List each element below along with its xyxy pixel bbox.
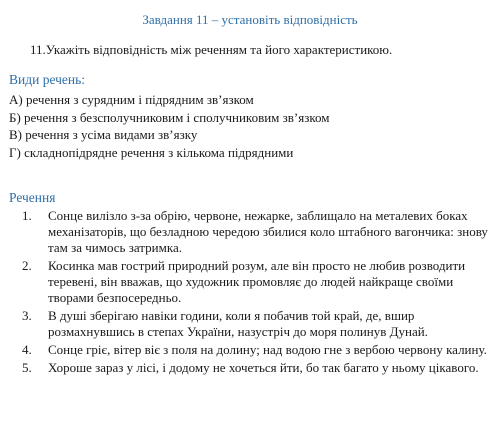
kinds-heading: Види речень: xyxy=(9,72,86,87)
sentences-list xyxy=(22,208,492,378)
kind-item-b: Б) речення з безсполучниковим і сполучниковим зв’язком xyxy=(9,109,330,125)
kind-item-c: В) речення з усіма видами зв’язку xyxy=(9,127,198,142)
sentence-text: Косинка мав гострий природний розум, але він просто не любив розводити теревені, він вважав, що художник промовляє до людей найкраще своїми творами безпосередньо. xyxy=(48,258,466,305)
sentence-item-2 xyxy=(22,258,492,306)
sentence-text: Сонце гріє, вітер віє з поля на долину; над водою гне з вербою червону калину. xyxy=(48,342,487,357)
kind-item-d: Г) складнопідрядне речення з кількома підрядними xyxy=(9,144,294,160)
task-statement: 11.Укажіть відповідність між реченням та його характеристикою. xyxy=(30,42,393,57)
sentences-heading: Речення xyxy=(9,190,56,205)
page-title: Завдання 11 – установіть відповідність xyxy=(142,12,358,27)
sentence-item-4 xyxy=(22,342,492,358)
sentence-number: 3. xyxy=(22,308,32,323)
kind-item-a: А) речення з сурядним і підрядним зв’язком xyxy=(9,92,254,107)
sentence-item-1 xyxy=(22,208,492,256)
sentence-item-3 xyxy=(22,308,492,340)
sentence-number: 5. xyxy=(22,360,32,375)
sentence-item-5 xyxy=(22,360,492,376)
sentence-number: 1. xyxy=(22,208,32,223)
sentence-number: 4. xyxy=(22,342,32,357)
sentence-text: Хороше зараз у лісі, і додому не хочеться йти, бо так багато у ньому цікавого. xyxy=(48,360,479,375)
sentence-number: 2. xyxy=(22,258,32,273)
sentence-text: В душі зберігаю навіки години, коли я побачив той край, де, вшир розмахнувшись в степах України, назустріч до моря полинув Дунай. xyxy=(48,308,428,339)
sentence-text: Сонце вилізло з-за обрію, червоне, нежарке, заблищало на металевих боках механізаторів, що безладною чередою збилися коло штабного вагончика: знову там за чимось затримка. xyxy=(48,208,488,255)
kinds-list xyxy=(9,91,330,161)
